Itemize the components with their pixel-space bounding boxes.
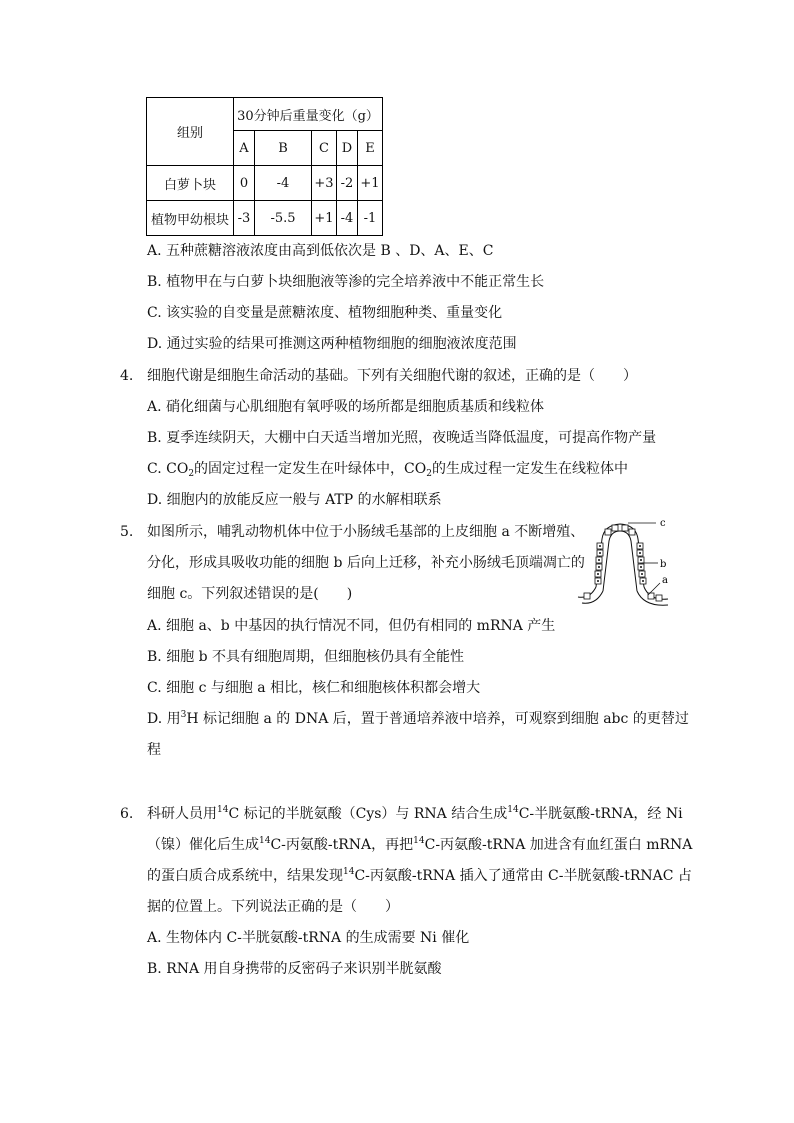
label-c: c: [660, 518, 666, 529]
table-col-header: D: [337, 131, 358, 166]
weight-change-table: [146, 97, 383, 236]
table-cell: -4: [255, 166, 312, 201]
table-row: [147, 166, 383, 201]
table-cell: -5.5: [255, 201, 312, 236]
table-cell: -1: [358, 201, 383, 236]
table-row: [147, 201, 383, 236]
q6-option-a: A. 生物体内 C-半胱氨酸-tRNA 的生成需要 Ni 催化: [147, 930, 470, 946]
q5-stem-line2: 分化，形成具吸收功能的细胞 b 后向上迁移，补充小肠绒毛顶端凋亡的: [147, 555, 585, 571]
q5-option-b: B. 细胞 b 不具有细胞周期，但细胞核仍具有全能性: [147, 649, 465, 665]
q3-option-d: D. 通过实验的结果可推测这两种植物细胞的细胞液浓度范围: [147, 336, 517, 352]
row-label: 植物甲幼根块: [147, 201, 234, 236]
table-cell: -3: [234, 201, 255, 236]
q5-option-c: C. 细胞 c 与细胞 a 相比，核仁和细胞核体积都会增大: [147, 680, 481, 696]
q4-option-d: D. 细胞内的放能反应一般与 ATP 的水解相联系: [147, 492, 442, 508]
q6-number: 6.: [120, 806, 134, 822]
q4-stem: 细胞代谢是细胞生命活动的基础。下列有关细胞代谢的叙述，正确的是（ ）: [147, 368, 637, 384]
table-cell: -2: [337, 166, 358, 201]
table-col-header: A: [234, 131, 255, 166]
table-header-change: 30分钟后重量变化（g）: [234, 98, 383, 131]
q5-number: 5.: [120, 524, 134, 540]
q5-option-d-cont: 程: [147, 742, 161, 758]
label-a: a: [662, 575, 668, 586]
q6-stem-line3: 的蛋白质合成系统中，结果发现$^{14}$C-丙氨酸-tRNA 插入了通常由 C-半胱氨酸-tRNAC 占: [147, 867, 692, 884]
q6-option-b: B. RNA 用自身携带的反密码子来识别半胱氨酸: [147, 961, 442, 977]
q6-stem-line1: 科研人员用$^{14}$C 标记的半胱氨酸（Cys）与 RNA 结合生成$^{14}$C-半胱氨酸-tRNA，经 Ni: [147, 805, 683, 822]
q3-option-c: C. 该实验的自变量是蔗糖浓度、植物细胞种类、重量变化: [147, 305, 503, 321]
table-cell: +1: [358, 166, 383, 201]
q5-option-d: D. 用$^3$H 标记细胞 a 的 DNA 后，置于普通培养液中培养，可观察到细胞 abc 的更替过: [147, 710, 689, 727]
table-col-header: E: [358, 131, 383, 166]
q5-stem-line3: 细胞 c。下列叙述错误的是( ): [147, 586, 353, 602]
q3-option-b: B. 植物甲在与白萝卜块细胞液等渗的完全培养液中不能正常生长: [147, 274, 545, 290]
table-col-header: C: [312, 131, 337, 166]
table-col-header: B: [255, 131, 312, 166]
label-b: b: [660, 559, 667, 570]
q6-stem-line2: （镍）催化后生成$^{14}$C-丙氨酸-tRNA，再把$^{14}$C-丙氨酸-tRNA 加进含有血红蛋白 mRNA: [147, 836, 693, 853]
q3-option-a: A. 五种蔗糖溶液浓度由高到低依次是 B 、D、A、E、C: [147, 243, 494, 259]
q4-number: 4.: [120, 368, 134, 384]
q5-option-a: A. 细胞 a、b 中基因的执行情况不同，但仍有相同的 mRNA 产生: [147, 618, 556, 634]
table-cell: +1: [312, 201, 337, 236]
q4-option-b: B. 夏季连续阴天，大棚中白天适当增加光照，夜晚适当降低温度，可提高作物产量: [147, 430, 657, 446]
table-header-group: 组别: [147, 98, 234, 166]
intestinal-villus-diagram: [576, 517, 672, 609]
q6-stem-line4: 据的位置上。下列说法正确的是（ ）: [147, 899, 399, 915]
row-label: 白萝卜块: [147, 166, 234, 201]
q4-option-c: C. $CO_2$的固定过程一定发生在叶绿体中，$CO_2$的生成过程一定发生在线粒体中: [147, 461, 628, 479]
q4-option-a: A. 硝化细菌与心肌细胞有氧呼吸的场所都是细胞质基质和线粒体: [147, 399, 545, 415]
table-cell: 0: [234, 166, 255, 201]
q5-stem-line1: 如图所示，哺乳动物机体中位于小肠绒毛基部的上皮细胞 a 不断增殖、: [147, 524, 585, 540]
table-cell: +3: [312, 166, 337, 201]
table-cell: -4: [337, 201, 358, 236]
